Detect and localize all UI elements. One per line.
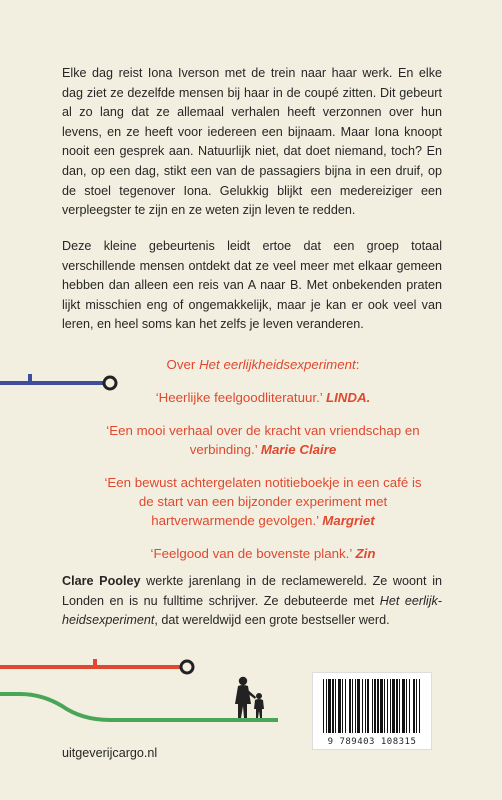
barcode-bar	[384, 679, 385, 733]
barcode-bar	[342, 679, 343, 733]
barcode-bars	[313, 673, 431, 737]
barcode-bar	[406, 679, 407, 733]
quote-text: ‘Een mooi verhaal over de kracht van vriendschap en verbinding.’	[106, 423, 420, 457]
quotes-intro	[98, 355, 428, 374]
quote-3	[98, 473, 428, 530]
barcode-bar	[402, 679, 405, 733]
barcode-bar	[326, 679, 327, 733]
woman-and-child-silhouette	[235, 677, 264, 718]
quotes-intro-title: Het eerlijkheidsexperiment	[199, 357, 356, 372]
quote-source: Marie Claire	[260, 442, 337, 457]
quotes-intro-suffix: :	[355, 357, 360, 372]
review-quotes	[98, 355, 428, 577]
barcode-bar	[374, 679, 376, 733]
quote-2	[98, 421, 428, 459]
barcode-bar	[332, 679, 334, 733]
barcode-bar	[372, 679, 373, 733]
barcode-bar	[362, 679, 363, 733]
barcode-bar	[335, 679, 336, 733]
author-bio	[62, 572, 442, 631]
barcode-bar	[365, 679, 366, 733]
barcode-bar	[380, 679, 383, 733]
barcode-bar	[392, 679, 395, 733]
publisher-website: uitgeverijcargo.nl	[62, 746, 158, 760]
barcode-bar	[409, 679, 410, 733]
barcode-bar	[328, 679, 331, 733]
barcode-bar	[323, 679, 324, 733]
quote-text: ‘Feelgood van de bovenste plank.’	[150, 546, 356, 561]
barcode-bar	[390, 679, 391, 733]
isbn-barcode	[312, 672, 432, 750]
bio-text-1: werkte jarenlang in de reclamewereld. Ze woont in Londen en is nu fulltime schrijver. Ze debuteerde met	[62, 574, 443, 608]
barcode-bar	[355, 679, 356, 733]
barcode-bar	[399, 679, 400, 733]
author-name: Clare Pooley	[62, 574, 141, 588]
quotes-intro-prefix: Over	[166, 357, 200, 372]
barcode-digits: 9 789403 108315	[327, 737, 417, 747]
quote-text: ‘Heerlijke feelgoodliteratuur.’	[155, 390, 326, 405]
blurb-paragraph-2: Deze kleine gebeurtenis leidt ertoe dat een groep totaal verschillende mensen ontdekt dat ze veel meer met elkaar gemeen hebben dan alleen een reis van A naar B. Met onbekenden praten lijkt misschien eng of ongemakkelijk, maar je kan er ook veel van leren, en heel soms kan het zelfs je leven veranderen.	[62, 239, 442, 332]
barcode-bar	[367, 679, 369, 733]
quote-text: ‘Een bewust achtergelaten notitieboekje in een café is de start van een bijzonder experiment met hartverwarmende gevolgen.’	[104, 475, 422, 528]
barcode-bar	[416, 679, 417, 733]
barcode-bar	[396, 679, 398, 733]
barcode-bar	[377, 679, 379, 733]
quote-source: Zin	[355, 546, 376, 561]
bio-text-2: , dat wereldwijd een grote bestseller werd.	[154, 613, 390, 628]
station-circle-red	[181, 661, 193, 673]
barcode-bar	[357, 679, 360, 733]
quote-4	[98, 544, 428, 563]
blurb-paragraph-1: Elke dag reist Iona Iverson met de trein naar haar werk. En elke dag ziet ze dezelfde mensen bij haar in de coupé zitten. Dit gebeurt al zo lang dat ze allemaal verhalen heeft verzonnen over hun levens, en ze heeft voor iedereen een bijnaam. Maar Iona knoopt nooit een gesprek aan. Natuurlijk niet, dat doet niemand, toch? En dan, op een dag, stikt een van de passagiers bijna in een druif, op de stoel tegenover Iona. Gelukkig blijkt een medereiziger een verpleegster te zijn en ze weten zijn leven te redden.	[62, 66, 442, 218]
bio-book-title: Het eerlijkheidsexperiment	[62, 593, 442, 628]
barcode-bar	[349, 679, 351, 733]
quote-source: Margriet	[322, 513, 375, 528]
barcode-bar	[338, 679, 341, 733]
barcode-bar	[419, 679, 420, 733]
quote-1	[98, 388, 428, 407]
barcode-bar	[345, 679, 346, 733]
quote-source: LINDA.	[325, 390, 371, 405]
barcode-bar	[352, 679, 353, 733]
barcode-bar	[387, 679, 388, 733]
barcode-bar	[413, 679, 415, 733]
